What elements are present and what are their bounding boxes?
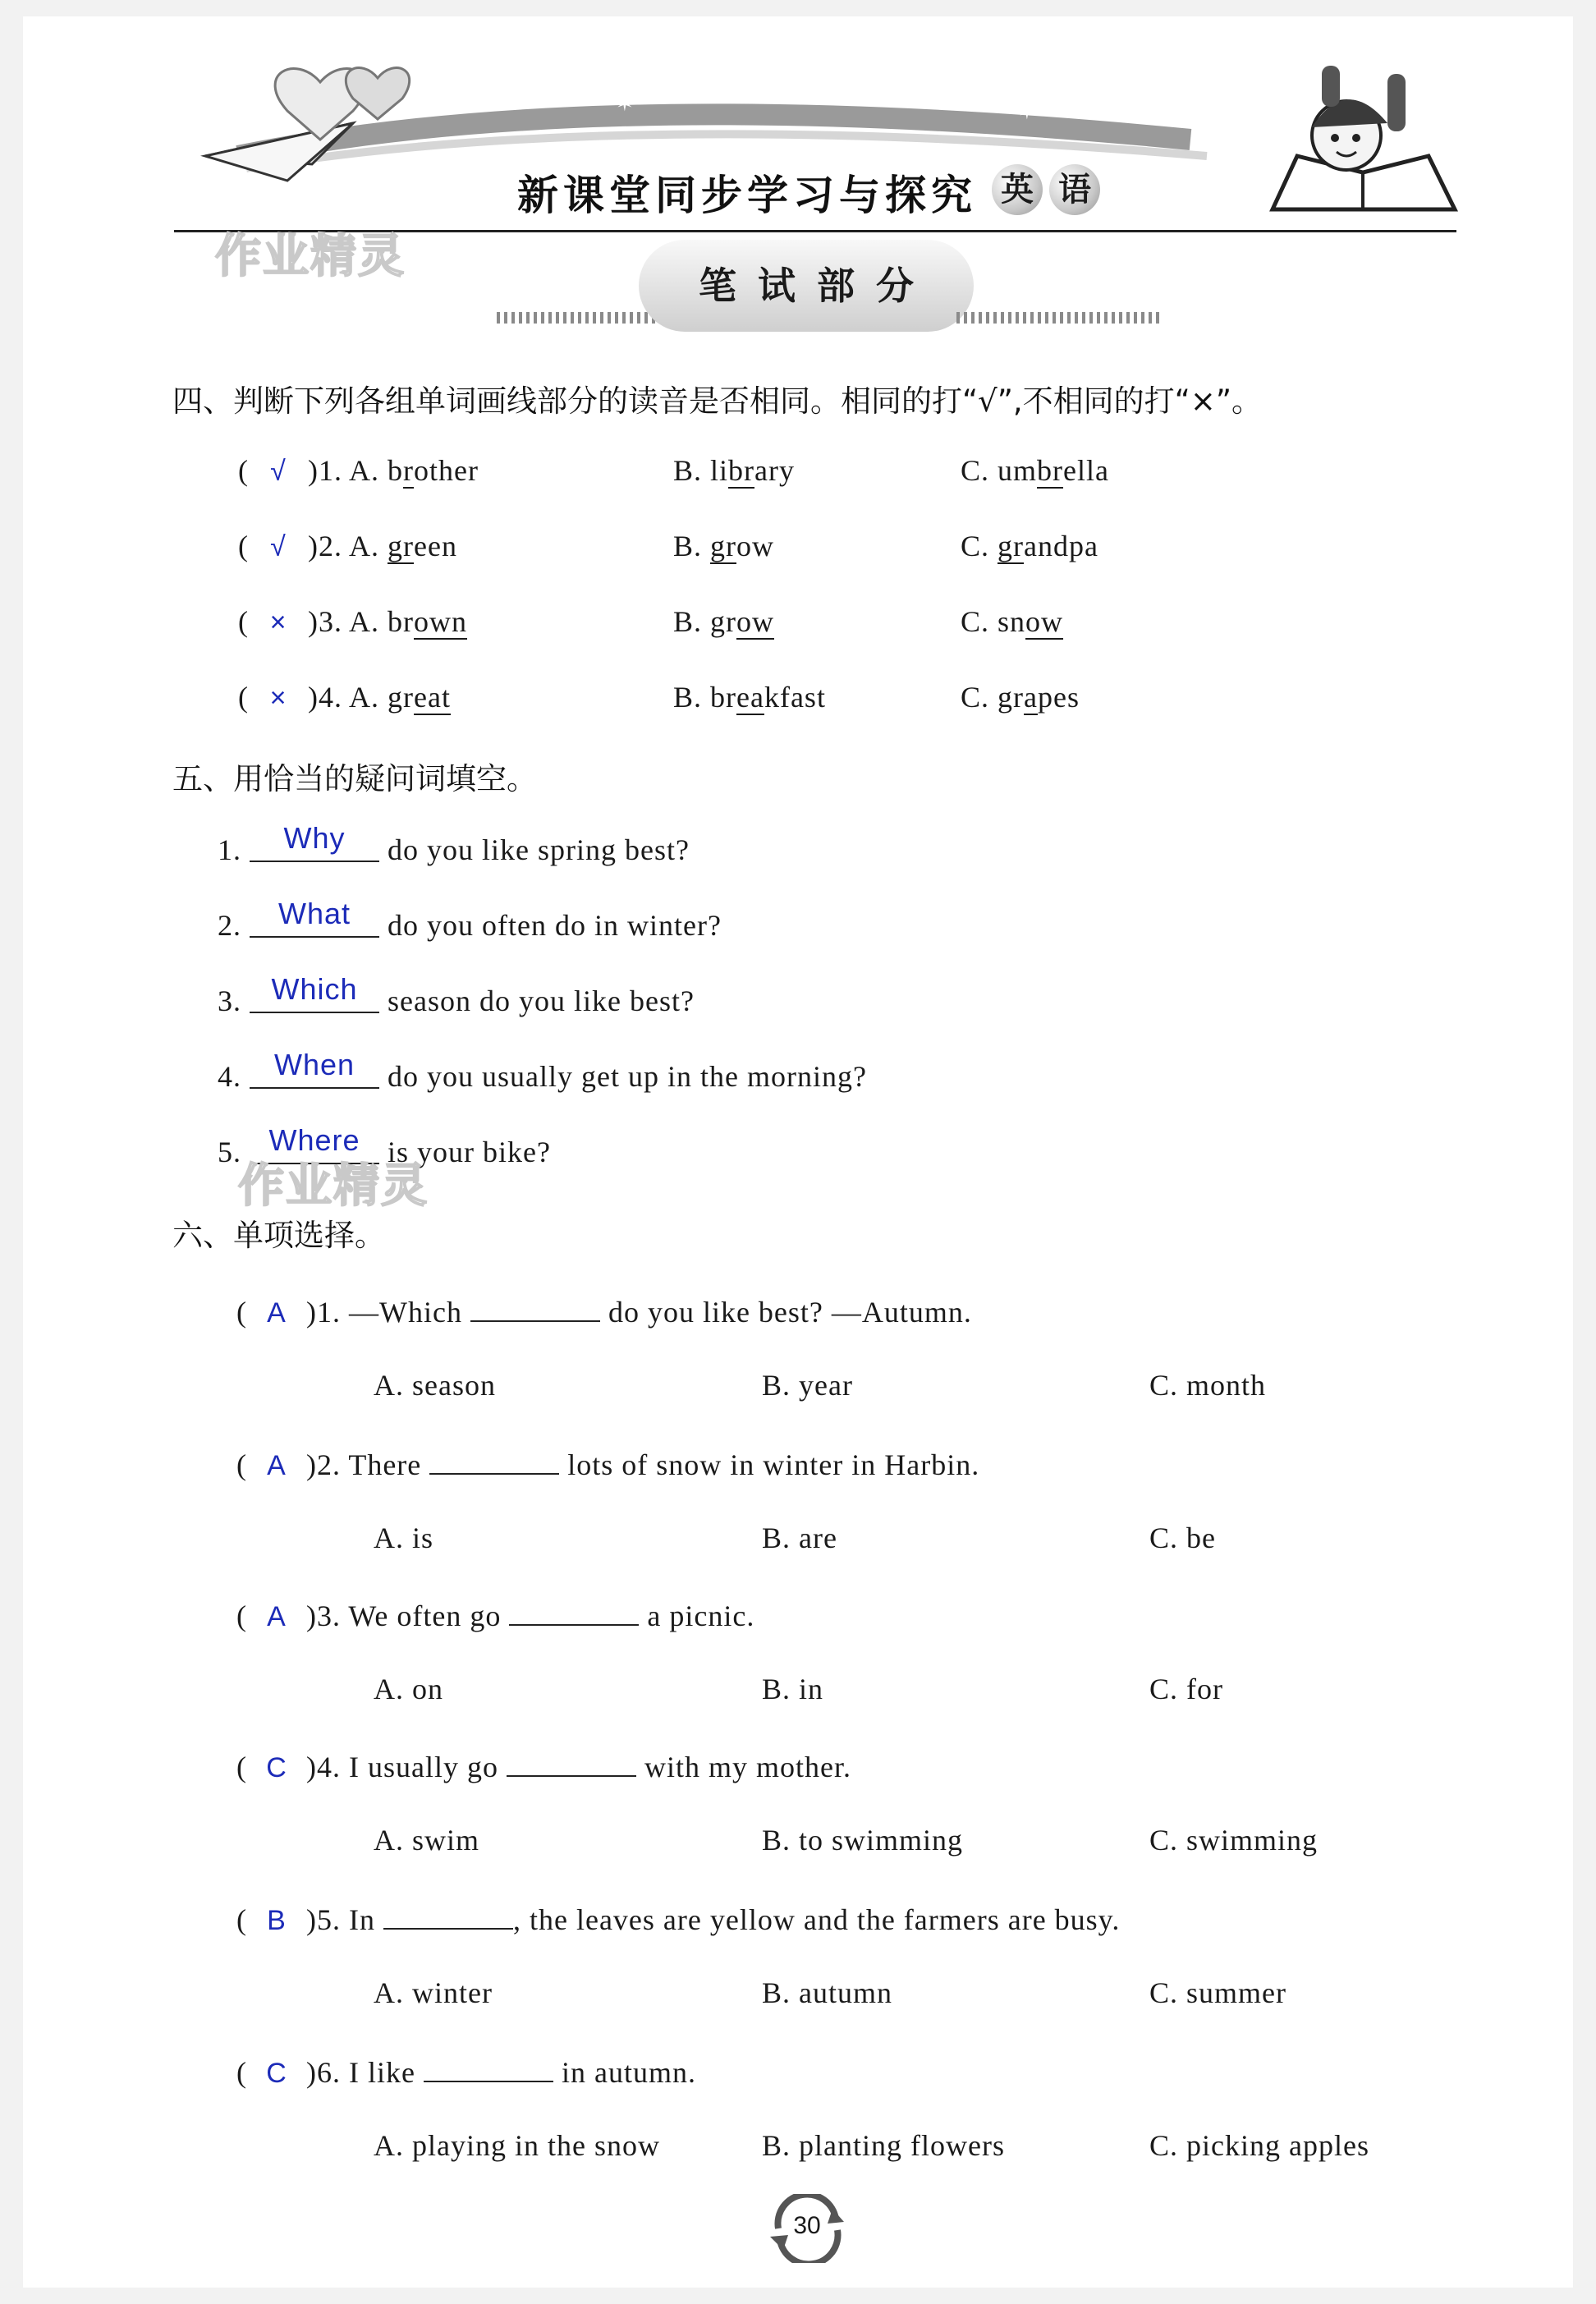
question-stem-end: lots of snow in winter in Harbin. xyxy=(567,1448,980,1481)
question-text: do you often do in winter? xyxy=(388,909,722,942)
option-b: B. grow xyxy=(673,605,774,638)
item-number: )3. xyxy=(308,605,342,638)
fill-blank-item xyxy=(218,972,695,1018)
option-c: C. picking apples xyxy=(1149,2129,1369,2162)
answer-text: When xyxy=(273,1048,355,1081)
option-b: B. year xyxy=(762,1369,853,1402)
answer-blank xyxy=(250,897,379,938)
option-b: B. library xyxy=(673,454,795,487)
answer-blank xyxy=(507,1747,636,1777)
answer-blank xyxy=(250,821,379,862)
paren-open: ( xyxy=(238,454,249,487)
answer-blank xyxy=(250,1048,379,1089)
option-a: A. great xyxy=(349,681,451,714)
option-a: A. playing in the snow xyxy=(374,2129,660,2162)
question-text: is your bike? xyxy=(388,1136,551,1168)
answer-blank xyxy=(509,1596,639,1626)
question-stem-end: a picnic. xyxy=(647,1599,755,1632)
svg-text:✶: ✶ xyxy=(1018,100,1036,124)
question-stem-end: do you like best? —Autumn. xyxy=(608,1296,972,1329)
answer-text: Why xyxy=(283,821,346,855)
option-a: A. brother xyxy=(349,454,479,487)
option-c: C. grapes xyxy=(961,681,1080,714)
item-number: )1. xyxy=(308,454,342,487)
item-number: 3. xyxy=(218,984,241,1017)
question-stem-end: with my mother. xyxy=(644,1751,851,1783)
option-a: A. swim xyxy=(374,1824,480,1857)
phonics-item: ( × )4. A. great xyxy=(238,681,451,714)
mc-question: ( C )4. I usually go with my mother. xyxy=(236,1747,851,1784)
svg-text:✶: ✶ xyxy=(616,92,634,116)
option-a: A. is xyxy=(374,1521,434,1554)
mc-question: ( A )3. We often go a picnic. xyxy=(236,1596,754,1633)
option-b: B. are xyxy=(762,1521,837,1554)
mc-question: ( A )2. There lots of snow in winter in Harbin. xyxy=(236,1445,979,1482)
question-stem: )1. —Which xyxy=(306,1296,462,1329)
mc-question: ( A )1. —Which do you like best? —Autumn. xyxy=(236,1292,972,1329)
subject-char-1: 英 xyxy=(992,164,1043,215)
option-c: C. month xyxy=(1149,1369,1267,1402)
question-stem: )4. I usually go xyxy=(306,1751,498,1783)
question-stem: )6. I like xyxy=(306,2056,415,2089)
fill-blank-item xyxy=(218,1048,867,1094)
item-number: 1. xyxy=(218,833,241,866)
option-b: B. to swimming xyxy=(762,1824,964,1857)
mc-question: ( C )6. I like in autumn. xyxy=(236,2053,696,2090)
bar-ticks-right xyxy=(956,312,1162,324)
section-5-heading: 五、用恰当的疑问词填空。 xyxy=(172,761,537,796)
answer-text: Where xyxy=(268,1123,360,1157)
answer-text: What xyxy=(277,897,351,930)
question-stem: )5. In xyxy=(306,1903,375,1936)
item-number: )2. xyxy=(308,530,342,562)
option-b: B. breakfast xyxy=(673,681,826,714)
item-number: 2. xyxy=(218,909,241,942)
section-bar-label: 笔试部分 xyxy=(699,264,935,308)
answer-mark: × xyxy=(269,682,287,714)
answer-mark: √ xyxy=(270,456,287,487)
answer-letter: A xyxy=(267,1601,287,1632)
section-bar-title xyxy=(639,240,974,332)
answer-letter: C xyxy=(266,2058,287,2089)
question-text: do you like spring best? xyxy=(388,833,690,866)
item-number: 4. xyxy=(218,1060,241,1093)
section-4-heading: 四、判断下列各组单词画线部分的读音是否相同。相同的打“√”,不相同的打“×”。 xyxy=(172,383,1263,419)
question-stem: )2. There xyxy=(306,1448,422,1481)
mc-question: ( B )5. In , the leaves are yellow and the farmers are busy. xyxy=(236,1900,1120,1937)
option-a: A. green xyxy=(349,530,457,562)
page-number: 30 xyxy=(793,2212,821,2239)
option-a: A. brown xyxy=(349,605,468,638)
answer-letter: B xyxy=(267,1905,287,1936)
question-text: season do you like best? xyxy=(388,984,695,1017)
question-stem-end: , the leaves are yellow and the farmers are busy. xyxy=(512,1903,1121,1936)
item-number: 5. xyxy=(218,1136,241,1168)
answer-blank xyxy=(424,2053,553,2082)
option-c: C. summer xyxy=(1149,1976,1286,2009)
fill-blank-item xyxy=(218,821,690,867)
phonics-item: ( √ )2. A. green xyxy=(238,530,457,562)
option-b: B. planting flowers xyxy=(762,2129,1005,2162)
watermark-middle: 作业精灵 xyxy=(238,1159,429,1213)
answer-blank xyxy=(250,972,379,1013)
watermark-top: 作业精灵 xyxy=(215,230,406,283)
option-a: A. winter xyxy=(374,1976,493,2009)
answer-blank xyxy=(429,1445,559,1475)
question-stem: )3. We often go xyxy=(306,1599,502,1632)
answer-letter: A xyxy=(267,1297,287,1329)
answer-blank xyxy=(470,1292,600,1322)
option-c: C. for xyxy=(1149,1673,1223,1705)
option-b: B. grow xyxy=(673,530,775,562)
option-c: C. be xyxy=(1149,1521,1216,1554)
phonics-item xyxy=(238,453,479,488)
option-c: C. snow xyxy=(961,605,1064,638)
section-6-heading: 六、单项选择。 xyxy=(172,1218,385,1253)
option-c: C. grandpa xyxy=(961,530,1098,562)
option-b: B. in xyxy=(762,1673,824,1705)
answer-blank xyxy=(383,1900,513,1930)
option-a: A. season xyxy=(374,1369,496,1402)
option-c: C. umbrella xyxy=(961,454,1109,487)
answer-mark: × xyxy=(269,607,287,638)
answer-mark: √ xyxy=(270,531,287,562)
page-number-badge xyxy=(762,2194,852,2263)
item-number: )4. xyxy=(308,681,342,714)
answer-text: Which xyxy=(271,972,358,1006)
question-stem-end: in autumn. xyxy=(561,2056,696,2089)
answer-letter: A xyxy=(267,1450,287,1481)
fill-blank-item xyxy=(218,897,722,943)
reading-girl-illustration xyxy=(1264,57,1461,222)
answer-letter: C xyxy=(266,1752,287,1783)
option-c: C. swimming xyxy=(1149,1824,1319,1857)
option-a: A. on xyxy=(374,1673,443,1705)
subject-char-2: 语 xyxy=(1049,164,1100,215)
question-text: do you usually get up in the morning? xyxy=(388,1060,867,1093)
option-b: B. autumn xyxy=(762,1976,892,2009)
book-title: 新课堂同步学习与探究 xyxy=(517,171,977,219)
phonics-item: ( × )3. A. brown xyxy=(238,605,468,638)
